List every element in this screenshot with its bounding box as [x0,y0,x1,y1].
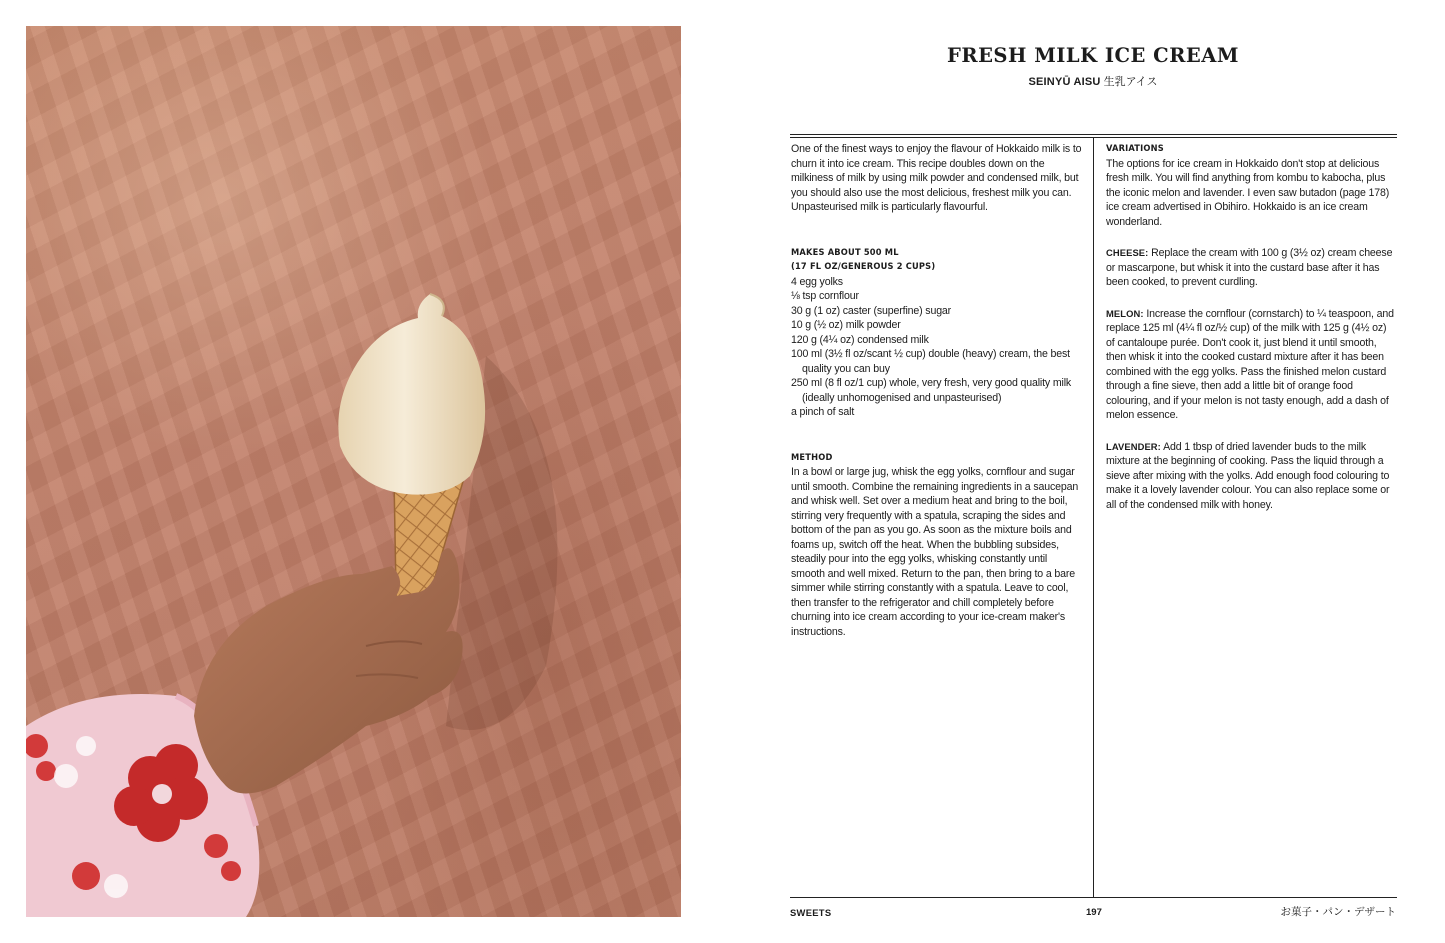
page-number: 197 [1086,907,1102,918]
variation-melon-label: MELON: [1106,307,1144,319]
bottom-rule [790,897,1397,898]
subtitle-romaji: SEINYŪ AISU [1028,76,1101,88]
method-text: In a bowl or large jug, whisk the egg yolks, cornflour and sugar until smooth. Combine the remaining ingredients in a saucepan and whisk well. Set over a medium heat and bring to the boil, stirring very frequently with a spatula, scraping the sides and bottom of the pan as you go. As soon as the mixture boils and foams up, switch off the heat. When the bubbling subsides, steadily pour into the egg yolks, whisking constantly until smooth and well mixed. Return to the pan, then bring to a bare simmer while stirring constantly with a spatula. Leave to cool, then transfer to the refrigerator and chill completely before churning into ice cream according to your ice-cream maker's instructions. [791,466,1079,638]
ingredient-item: 250 ml (8 fl oz/1 cup) whole, very fresh, very good quality milk (ideally unhomogenised and unpasteurised) [791,377,1072,404]
ingredient-item: a pinch of salt [791,406,855,418]
ice-cream-cone-illustration [26,26,681,917]
variation-cheese-label: CHEESE: [1106,247,1149,258]
ingredient-item: 100 ml (3½ fl oz/scant ½ cup) double (heavy) cream, the best quality you can buy [791,348,1070,375]
variation-cheese-text: Replace the cream with 100 g (3½ oz) cream cheese or mascarpone, but whisk it into the custard base after it has been cooked, to prevent curdling. [1106,247,1393,288]
recipe-left-column [791,142,1083,639]
top-rule [790,134,1397,135]
yield-line-2: (17 FL OZ/GENEROUS 2 CUPS) [791,261,936,272]
ingredient-item: 4 egg yolks [791,275,843,288]
variation-cheese [1106,246,1396,290]
recipe-intro: One of the finest ways to enjoy the flavour of Hokkaido milk is to churn it into ice cream. This recipe doubles down on the milkiness of milk by using milk powder and condensed milk, but you should also use the most delicious, freshest milk you can. Unpasteurised milk is particularly flavourful. [791,143,1082,213]
ingredient-item: 120 g (4¼ oz) condensed milk [791,333,929,346]
variation-lavender-label: LAVENDER: [1106,440,1161,452]
recipe-right-column [1106,142,1396,512]
ingredient-item: ⅛ tsp cornflour [791,290,859,302]
variation-lavender [1106,440,1396,513]
ingredient-item: 30 g (1 oz) caster (superfine) sugar [791,304,952,317]
variation-melon [1106,307,1396,423]
recipe-subtitle [790,75,1396,89]
ice-cream-photo [26,26,681,917]
column-divider [1093,137,1094,897]
method-heading: METHOD [791,451,833,463]
variations-intro: The options for ice cream in Hokkaido don't stop at delicious fresh milk. You will find anything from kombu to kabocha, plus the iconic melon and lavender. I even saw butadon (page 178) ice cream advertised in Obihiro. Hokkaido is an ice cream wonderland. [1106,157,1390,228]
yield-line-1: MAKES ABOUT 500 ML [791,246,899,258]
recipe-title: FRESH MILK ICE CREAM [947,44,1239,67]
variation-lavender-text: Add 1 tbsp of dried lavender buds to the milk mixture at the beginning of cooking. Pass the liquid through a sieve after mixing with the yolks. Add enough food colouring to make it a lovely lavender colour. You can also replace some or all of the condensed milk with honey. [1106,440,1390,511]
variation-melon-text: Increase the cornflour (cornstarch) to ¼ teaspoon, and replace 125 ml (4¼ fl oz/½ cup) of the milk with 125 g (4½ oz) of cantaloupe purée. Don't cook it, just blend it until smooth, then whisk it into the cooked custard mixture after it has been combined with the egg yolks. Pass the finished melon custard through a fine sieve, then add a little bit of orange food colouring, and if your melon is not tasty enough, add a dash of melon essence. [1106,307,1394,421]
footer-section-japanese: お菓子・パン・デザート [1280,906,1396,918]
ingredient-list [791,275,1083,420]
subtitle-japanese: 生乳アイス [1103,76,1158,88]
variations-heading: VARIATIONS [1106,143,1164,154]
footer-section: SWEETS [790,907,832,918]
ingredient-item: 10 g (½ oz) milk powder [791,319,901,331]
